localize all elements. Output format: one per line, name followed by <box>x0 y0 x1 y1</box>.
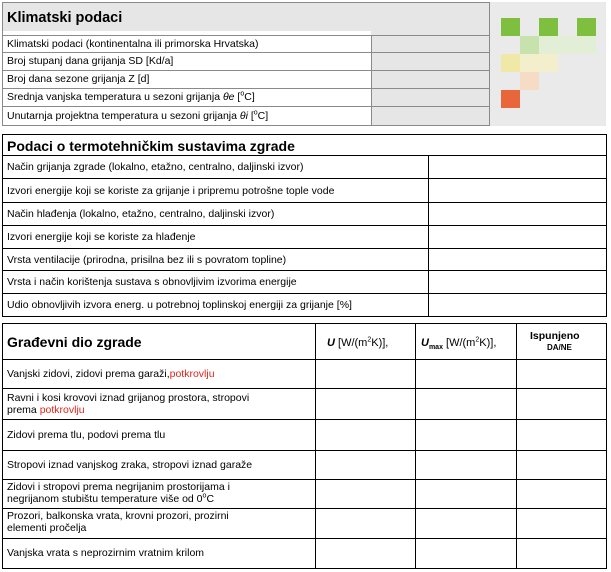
systems-value-input-4[interactable] <box>430 227 605 247</box>
swatch-orange-1 <box>501 90 520 108</box>
climate-row-3-label: Broj dana sezone grijanja Z [d] <box>7 73 150 85</box>
u-input-row-4[interactable] <box>317 452 414 478</box>
building-row-4-label: Stropovi iznad vanjskog zraka, stropovi iznad garaže <box>7 459 253 471</box>
systems-value-input-5[interactable] <box>430 250 605 269</box>
building-title: Građevni dio zgrade <box>7 334 142 350</box>
climate-value-input-4[interactable] <box>373 90 488 105</box>
systems-value-input-2[interactable] <box>430 180 605 201</box>
fulfilled-input-row-7[interactable] <box>518 540 605 567</box>
umax-input-row-2[interactable] <box>417 390 515 418</box>
fulfilled-input-row-2[interactable] <box>518 390 605 418</box>
u-input-row-5[interactable] <box>317 481 414 507</box>
fulfilled-input-row-3[interactable] <box>518 421 605 449</box>
climate-row-1-label: Klimatski podaci (kontinentalna ili primorska Hrvatska) <box>7 38 259 50</box>
swatch-peach-1 <box>520 72 539 90</box>
climate-title: Klimatski podaci <box>7 10 123 26</box>
umax-input-row-3[interactable] <box>417 421 515 449</box>
building-row-6-label-line1: Prozori, balkonska vrata, krovni prozori, prozirni <box>7 510 229 522</box>
umax-input-row-5[interactable] <box>417 481 515 507</box>
fulfilled-input-row-5[interactable] <box>518 481 605 507</box>
climate-row-5-label: Unutarnja projektna temperatura u sezoni grijanja θi [$^o$C] <box>7 109 269 122</box>
swatch-green-1 <box>501 18 520 36</box>
umax-input-row-6[interactable] <box>417 510 515 537</box>
climate-row-2-label: Broj stupanj dana grijanja SD [Kd/a] <box>7 55 174 67</box>
systems-row-4-label: Izvori energije koji se koriste za hlađenje <box>7 231 196 243</box>
climate-row-4-label: Srednja vanjska temperatura u sezoni grijanja θe [$^o$C] <box>7 90 255 103</box>
fulfilled-input-row-4[interactable] <box>518 452 605 478</box>
u-input-row-1[interactable] <box>317 361 414 387</box>
fulfilled-input-row-6[interactable] <box>518 510 605 537</box>
climate-value-input-1[interactable] <box>373 37 488 51</box>
building-row-2-label-line1: Ravni i kosi krovovi iznad grijanog prostora, stropovi <box>7 392 250 404</box>
building-row-5-label-line1: Zidovi i stropovi prema negrijanim prostorijama i <box>7 481 230 493</box>
systems-value-input-1[interactable] <box>430 157 605 177</box>
umax-input-row-1[interactable] <box>417 361 515 387</box>
building-row-2-label-line2: prema potkrovlju <box>7 404 85 416</box>
fulfilled-input-row-1[interactable] <box>518 361 605 387</box>
systems-row-2-label: Izvori energije koji se koriste za grijanje i pripremu potrošne tople vode <box>7 185 335 197</box>
swatch-yellow-pale-2 <box>539 54 558 72</box>
systems-row-6-label: Vrsta i način korištenja sustava s obnovljivim izvorima energije <box>7 276 297 288</box>
swatch-green-3 <box>577 18 596 36</box>
climate-value-input-2[interactable] <box>373 54 488 69</box>
building-row-1-label: Vanjski zidovi, zidovi prema garaži,potkrovlju <box>7 368 215 380</box>
climate-value-input-3[interactable] <box>373 72 488 87</box>
col-header-fulfilled-sub: DA/NE <box>547 343 572 352</box>
systems-value-input-3[interactable] <box>430 204 605 224</box>
systems-row-3-label: Način hlađenja (lokalno, etažno, centralno, daljinski izvor) <box>7 208 275 220</box>
building-row-3-label: Zidovi prema tlu, podovi prema tlu <box>7 429 166 441</box>
building-row-7-label: Vanjska vrata s neprozirnim vratnim krilom <box>7 547 205 559</box>
building-row-5-label-line2: negrijanom stubištu temperature više od 0$^o$C <box>7 492 215 505</box>
umax-input-row-7[interactable] <box>417 540 515 567</box>
building-row-6-label-line2: elementi pročelja <box>7 522 87 534</box>
systems-title: Podaci o termotehničkim sustavima zgrade <box>7 138 295 154</box>
u-input-row-6[interactable] <box>317 510 414 537</box>
systems-value-input-7[interactable] <box>430 295 605 315</box>
swatch-green-pale-3 <box>558 36 577 54</box>
systems-row-1-label: Način grijanja zgrade (lokalno, etažno, centralno, daljinski izvor) <box>7 161 304 173</box>
swatch-green-pale-1 <box>539 36 558 54</box>
col-header-u: U $[W/(m^2K)]$, <box>327 336 389 349</box>
col-header-fulfilled: Ispunjeno <box>530 330 580 342</box>
swatch-green-2 <box>539 18 558 36</box>
systems-row-5-label: Vrsta ventilacije (prirodna, prisilna bez ili s povratom topline) <box>7 254 287 266</box>
col-header-umax: $U_{max}$ $[W/(m^2K)]$, <box>421 336 497 352</box>
swatch-green-pale-2 <box>577 36 596 54</box>
swatch-green-light-1 <box>520 36 539 54</box>
systems-value-input-6[interactable] <box>430 272 605 292</box>
u-input-row-7[interactable] <box>317 540 414 567</box>
umax-input-row-4[interactable] <box>417 452 515 478</box>
swatch-yellow-pale-1 <box>520 54 539 72</box>
climate-value-input-5[interactable] <box>373 108 488 124</box>
u-input-row-2[interactable] <box>317 390 414 418</box>
swatch-yellow-1 <box>501 54 520 72</box>
systems-row-7-label: Udio obnovljivih izvora energ. u potrebnoj toplinskoj energiji za grijanje [%] <box>7 299 352 311</box>
u-input-row-3[interactable] <box>317 421 414 449</box>
